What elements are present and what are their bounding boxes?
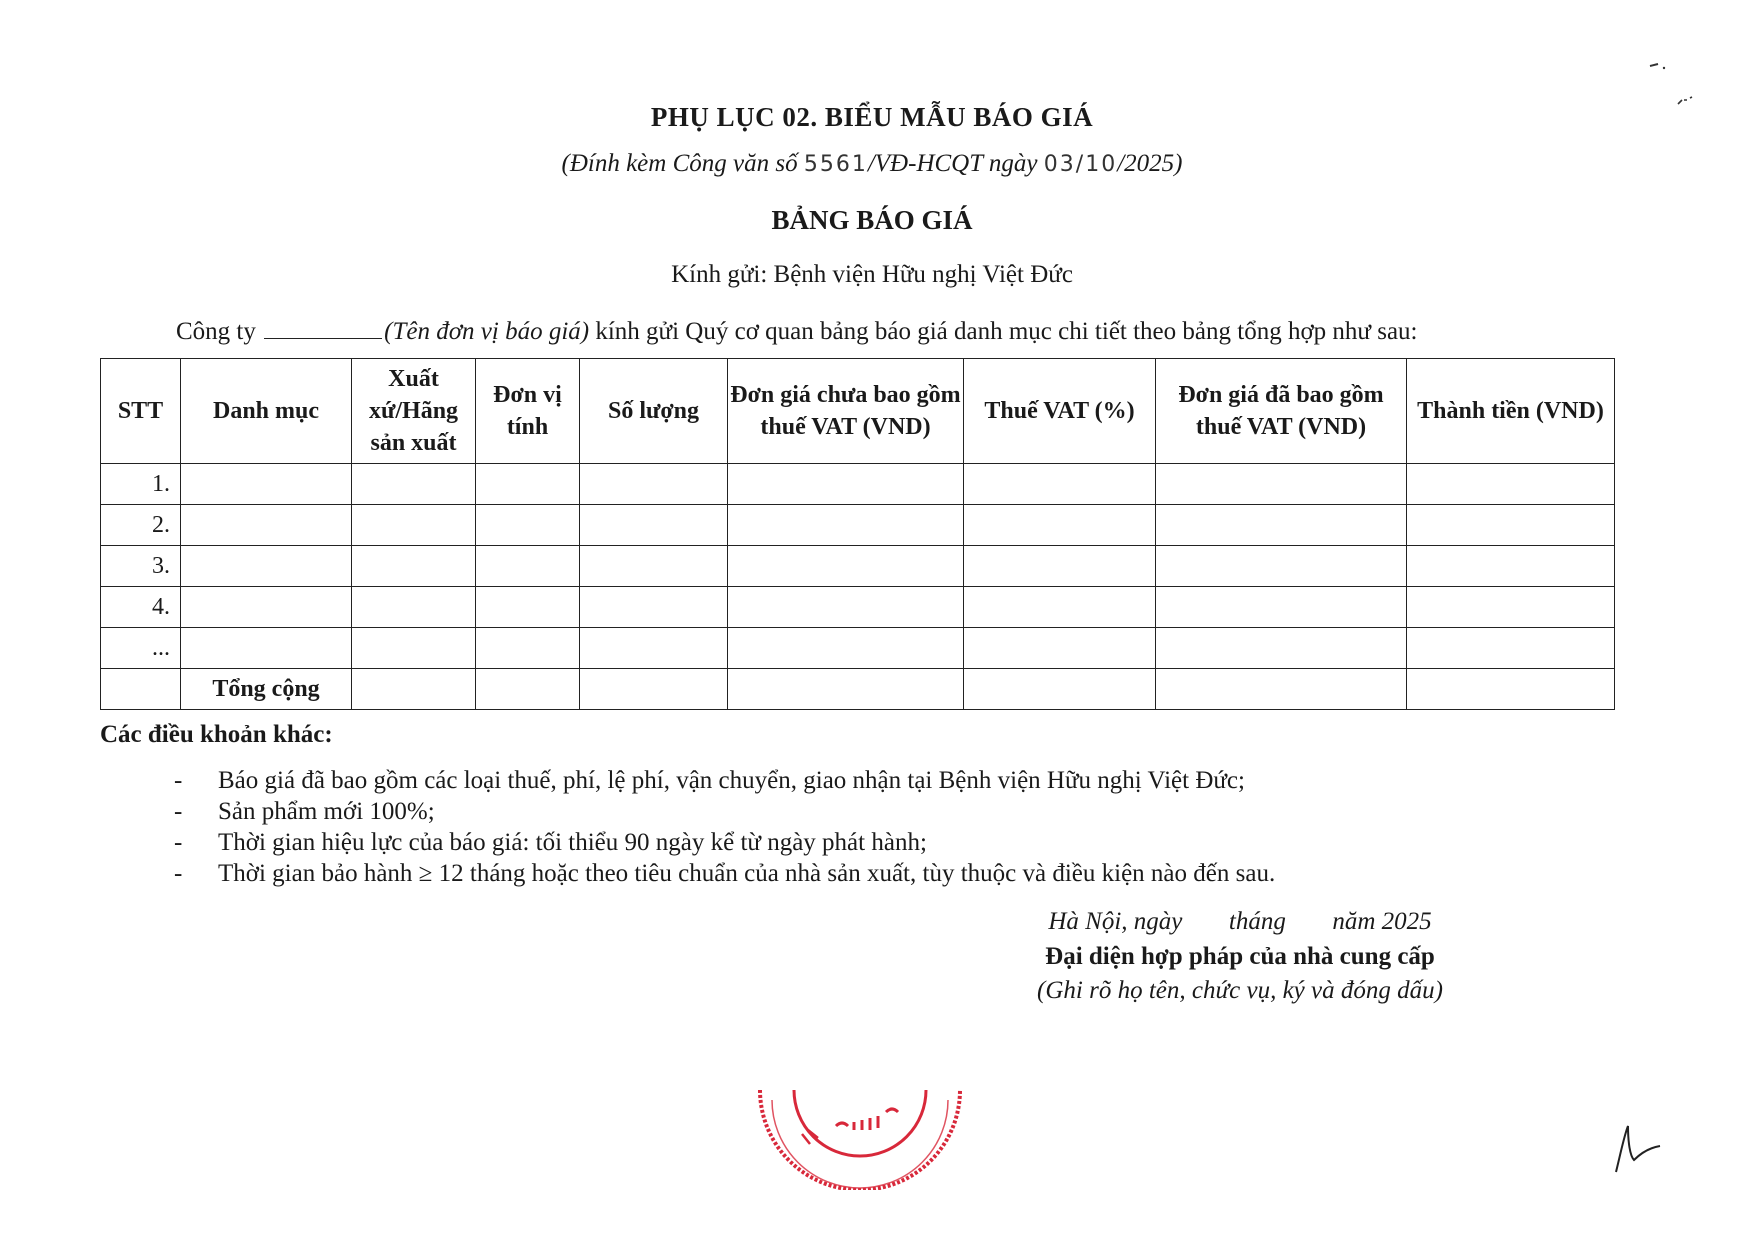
cell-origin[interactable] — [352, 546, 476, 587]
cell-quantity[interactable] — [580, 587, 728, 628]
scan-specks — [1640, 58, 1700, 118]
cell-price-incl[interactable] — [1156, 669, 1407, 710]
header-unit-price-excl-vat: Đơn giá chưa bao gồm thuế VAT (VND) — [728, 359, 964, 464]
total-stt-cell — [101, 669, 181, 710]
cell-unit[interactable] — [476, 464, 580, 505]
reference-suffix: /2025) — [1117, 150, 1183, 177]
cell-price-excl[interactable] — [728, 464, 964, 505]
attachment-reference: (Đính kèm Công văn số 5561/VĐ-HCQT ngày 03/10/2025) — [561, 150, 1183, 177]
cell-amount[interactable] — [1407, 546, 1615, 587]
cell-unit[interactable] — [476, 587, 580, 628]
cell-item[interactable] — [181, 505, 352, 546]
cell-quantity[interactable] — [580, 464, 728, 505]
row-number: 4. — [101, 587, 181, 628]
row-number: 3. — [101, 546, 181, 587]
row-number: 1. — [101, 464, 181, 505]
header-item: Danh mục — [181, 359, 352, 464]
cell-quantity[interactable] — [580, 546, 728, 587]
header-unit-price-incl-vat: Đơn giá đã bao gồm thuế VAT (VND) — [1156, 359, 1407, 464]
cell-price-incl[interactable] — [1156, 464, 1407, 505]
reference-middle: /VĐ-HCQT ngày — [867, 150, 1044, 177]
row-number: 2. — [101, 505, 181, 546]
cell-vat[interactable] — [964, 669, 1156, 710]
handwritten-month: 10 — [1085, 152, 1118, 177]
cell-vat[interactable] — [964, 505, 1156, 546]
cell-price-excl[interactable] — [728, 546, 964, 587]
cell-item[interactable] — [181, 464, 352, 505]
cell-origin[interactable] — [352, 464, 476, 505]
recipient-line: Kính gửi: Bệnh viện Hữu nghị Việt Đức — [671, 261, 1073, 288]
cell-origin[interactable] — [352, 505, 476, 546]
signatory-role: Đại diện hợp pháp của nhà cung cấp — [1045, 943, 1435, 970]
cell-origin[interactable] — [352, 669, 476, 710]
cell-price-excl[interactable] — [728, 628, 964, 669]
appendix-title: PHỤ LỤC 02. BIỂU MẪU BÁO GIÁ — [650, 102, 1094, 132]
terms-list — [170, 765, 1275, 889]
header-stt: STT — [101, 359, 181, 464]
cell-quantity[interactable] — [580, 669, 728, 710]
header-unit: Đơn vị tính — [476, 359, 580, 464]
cell-unit[interactable] — [476, 546, 580, 587]
header-vat-rate: Thuế VAT (%) — [964, 359, 1156, 464]
other-terms-title: Các điều khoản khác: — [100, 721, 333, 748]
cell-amount[interactable] — [1407, 464, 1615, 505]
term-text: Thời gian hiệu lực của báo giá: tối thiểu 90 ngày kể từ ngày phát hành; — [218, 829, 927, 856]
cell-unit[interactable] — [476, 669, 580, 710]
term-text: Báo giá đã bao gồm các loại thuế, phí, lệ phí, vận chuyển, giao nhận tại Bệnh viện Hữu nghị Việt Đức; — [218, 767, 1245, 794]
intro-suffix: kính gửi Quý cơ quan bảng báo giá danh mục chi tiết theo bảng tổng hợp như sau: — [589, 318, 1418, 345]
form-title: BẢNG BÁO GIÁ — [771, 205, 973, 235]
place-date-line — [1000, 908, 1480, 936]
cell-quantity[interactable] — [580, 628, 728, 669]
cell-quantity[interactable] — [580, 505, 728, 546]
list-item — [170, 796, 1275, 827]
header-amount: Thành tiền (VND) — [1407, 359, 1615, 464]
header-quantity: Số lượng — [580, 359, 728, 464]
table-header-row — [101, 359, 1615, 464]
cell-amount[interactable] — [1407, 587, 1615, 628]
reference-prefix: (Đính kèm Công văn số — [561, 150, 804, 177]
cell-price-excl[interactable] — [728, 505, 964, 546]
cell-vat[interactable] — [964, 546, 1156, 587]
signatory-note: (Ghi rõ họ tên, chức vụ, ký và đóng dấu) — [1037, 977, 1443, 1004]
quotation-table — [100, 358, 1615, 710]
place-label: Hà Nội, ngày — [1048, 908, 1183, 935]
cell-price-incl[interactable] — [1156, 546, 1407, 587]
bullet-dash: - — [174, 860, 183, 887]
table-row — [101, 464, 1615, 505]
bullet-dash: - — [174, 829, 183, 856]
header-origin-manufacturer: Xuất xứ/Hãng sản xuất — [352, 359, 476, 464]
company-name-blank — [264, 320, 382, 339]
table-row — [101, 587, 1615, 628]
intro-prefix: Công ty — [176, 318, 263, 345]
cell-amount[interactable] — [1407, 505, 1615, 546]
cell-item[interactable] — [181, 546, 352, 587]
table-total-row — [101, 669, 1615, 710]
red-seal-stamp — [746, 1060, 974, 1190]
cell-origin[interactable] — [352, 587, 476, 628]
cell-amount[interactable] — [1407, 628, 1615, 669]
term-text: Thời gian bảo hành ≥ 12 tháng hoặc theo tiêu chuẩn của nhà sản xuất, tùy thuộc và điều kiện nào đến sau. — [218, 860, 1276, 887]
cell-price-incl[interactable] — [1156, 505, 1407, 546]
bullet-dash: - — [174, 798, 183, 825]
cell-item[interactable] — [181, 628, 352, 669]
cell-vat[interactable] — [964, 628, 1156, 669]
table-row — [101, 628, 1615, 669]
cell-unit[interactable] — [476, 505, 580, 546]
term-text: Sản phẩm mới 100%; — [218, 798, 435, 825]
month-label: tháng — [1228, 908, 1286, 935]
list-item — [170, 827, 1275, 858]
total-label: Tổng cộng — [181, 669, 352, 710]
cell-price-excl[interactable] — [728, 587, 964, 628]
table-row — [101, 546, 1615, 587]
cell-origin[interactable] — [352, 628, 476, 669]
company-placeholder: (Tên đơn vị báo giá) — [384, 318, 590, 345]
cell-vat[interactable] — [964, 587, 1156, 628]
handwritten-doc-number: 5561 — [803, 152, 868, 177]
row-number: ... — [101, 628, 181, 669]
list-item — [170, 765, 1275, 796]
cell-price-incl[interactable] — [1156, 587, 1407, 628]
list-item — [170, 858, 1275, 889]
table-row — [101, 505, 1615, 546]
handwritten-day: 03 — [1043, 152, 1076, 177]
total-amount-cell[interactable] — [1407, 669, 1615, 710]
cell-item[interactable] — [181, 587, 352, 628]
intro-sentence — [176, 318, 1418, 346]
cell-price-incl[interactable] — [1156, 628, 1407, 669]
cell-vat[interactable] — [964, 464, 1156, 505]
cell-price-excl[interactable] — [728, 669, 964, 710]
cell-unit[interactable] — [476, 628, 580, 669]
handwritten-signature-mark — [1608, 1120, 1668, 1180]
bullet-dash: - — [174, 767, 183, 794]
year-label: năm 2025 — [1332, 908, 1432, 935]
